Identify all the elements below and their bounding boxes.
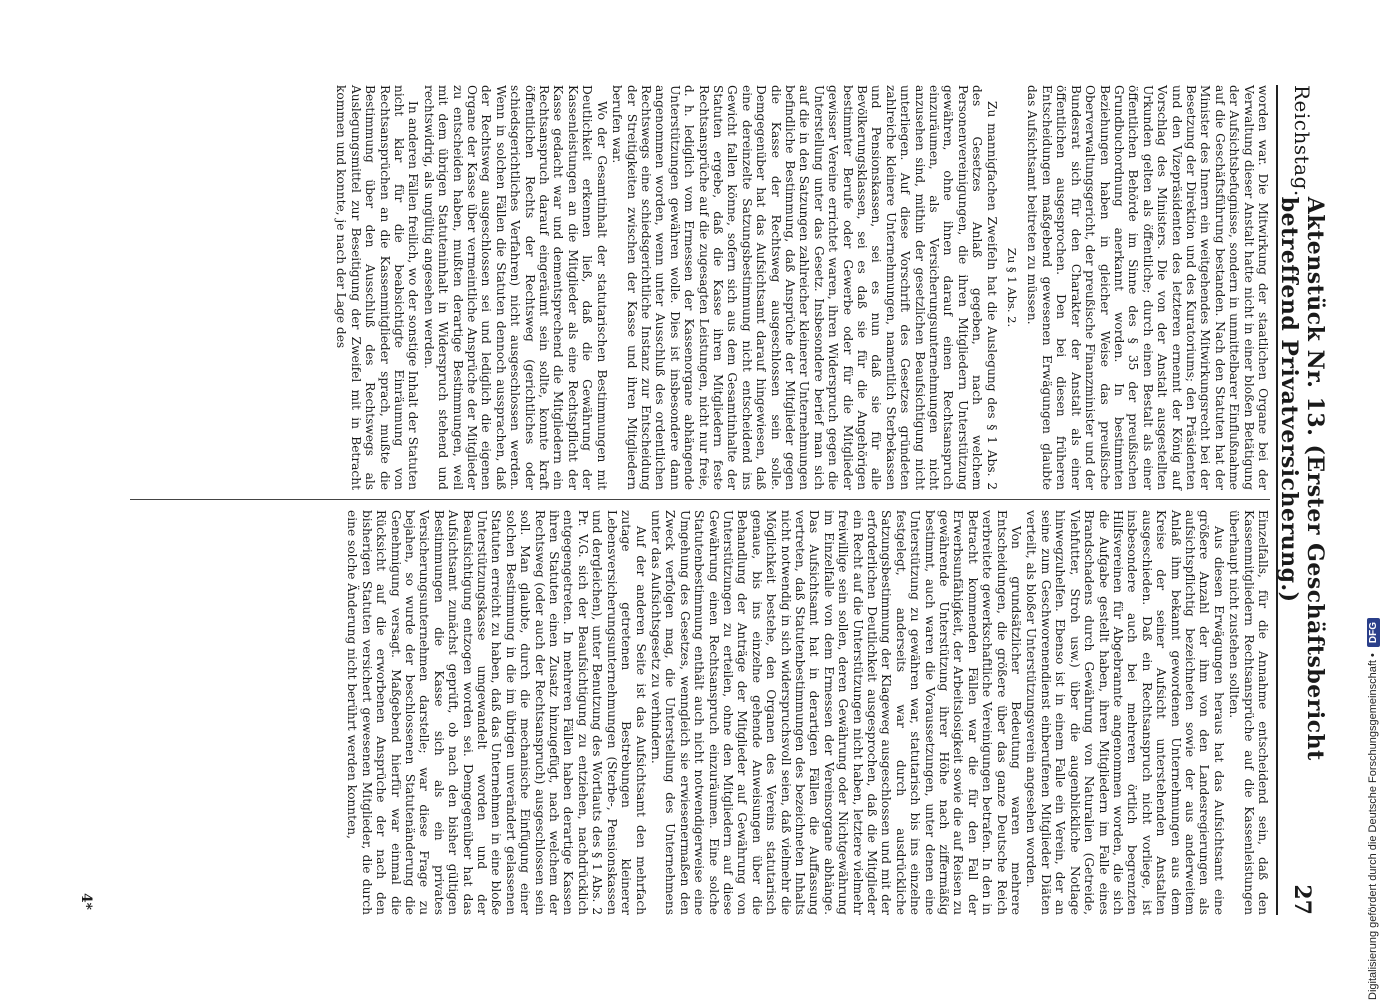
header-rule (1276, 85, 1278, 915)
digitization-credit (1363, 0, 1383, 1000)
document-page (60, 70, 1330, 930)
left-paragraph: worden war. Die Mitwirkung der staatlichen Organe bei der Verwaltung dieser Anstalt hatte nicht in einer bloßen Betätigung der Aufsichtsbefugnisse, sondern in unmittelbarer Einflußnahme auf die Geschäftsführung bestanden. Nach den Statuten hat der Minister des Innern ein weitgehendes Mitwirkungsrecht bei der Besetzung der Direktion und des Kuratoriums; den Präsidenten und den Vizepräsidenten des letzteren ernennt der König auf Vorschlag des Ministers. Die von der Anstalt ausgestellten Urkunden gelten als öffentliche; durch einen Bestalt als einer öffentlichen Behörde im Sinne des § 35 der preußischen Grundbuchordnung anerkannt worden. In bestimmten Beziehungen haben in gleicher Weise das preußische Oberverwaltungsgericht, der preußische Finanzminister und der Bundesrat sich für den Charakter der Anstalt als einer öffentlichen ausgesprochen. Den bei diesen früheren Entscheidungen maßgebend gewesenen Erwägungen glaubte das Aufsichtsamt beitreten zu müssen. (1025, 85, 1270, 490)
left-paragraph: Zu mannigfachen Zweifeln hat die Auslegung des § 1 Abs. 2 des Gesetzes Anlaß gegeben, nach welchem Personenvereinigungen, die ihren Mitgliedern Unterstützung gewähren, ohne ihnen darauf einen Rechtsanspruch einzuräumen, als Versicherungsunternehmungen nicht anzusehen sind, mithin der gesetzlichen Beaufsichtigung nicht unterliegen. Auf diese Vorschrift des Gesetzes gründeten zahlreiche kleinere Unternehmungen, namentlich Sterbekassen und Pensionskassen, sei es nun daß sie für alle Bevölkerungsklassen, sei es daß sie für die Angehörigen bestimmter Berufe oder Gewerbe oder für die Mitglieder gewisser Vereine errichtet waren, ihren Widerspruch gegen die Unterstellung unter das Gesetz. Insbesondere berief man sich auf die in den Satzungen zahlreicher kleinerer Unternehmungen befindliche Bestimmung, daß Ansprüche der Mitglieder gegen die Kasse der Rechtsweg ausgeschlossen sein solle. Demgegenüber hat das Aufsichtsamt darauf hingewiesen, daß eine dereinzelte Satzungsbestimmung nicht entscheidend ins Gewicht fallen könne, sofern sich aus dem Gesamtinhalte der Statuten ergebe, daß die Kasse ihren Mitgliedern feste Rechtsansprüche auf die zugesagten Leistungen, nicht nur freie, d. h. lediglich vom Ermessen der Kassenorgane abhängende Unterstützungen gewähren wolle. Dies ist insbesondere dann angenommen worden, wenn unter Ausschluß des ordentlichen Rechtswegs eine schiedsgerichtliche Instanz zur Entscheidung der Streitigkeiten zwischen der Kasse und ihren Mitgliedern berufen war. (610, 85, 999, 490)
signature-mark: 4* (78, 892, 94, 910)
section-heading: Zu § 1 Abs. 2. (1005, 247, 1020, 328)
dfg-logo: DFG (1367, 618, 1380, 647)
left-paragraph: In anderen Fällen freilich, wo der sonstige Inhalt der Statuten nicht klar für die beabsichtigte Einräumung von Rechtsansprüchen an die Kassenmitglieder sprach, mußte die Bestimmung über den Ausschluß des Rechtswegs als Auslegungsmittel zur Beseitigung der Zweifel mit in Betracht kommen und konnte, je nach der Lage des (334, 85, 421, 490)
right-paragraph: Aus diesen Erwägungen heraus hat das Aufsichtsamt eine größere Anzahl der ihm von den Landesregierungen als aufsichtspflichtig bezeichneten sowie der aus anderweitem Anlaß ihm bekannt gewordenen Unternehmungen aus dem Kreise der seiner Aufsicht unterstehenden Anstalten ausgeschieden. Daß ein Rechtsanspruch nicht vorliege, ist insbesondere auch bei mehreren örtlich begrenzten Hilfsvereinen für Abgebrannte angenommen worden, die sich die Aufgabe gestellt haben, ihren Mitgliedern im Falle eines Brandschadens durch Gewährung von Naturalien (Getreide, Viehfutter, Stroh usw.) über die augenblickliche Notlage hinwegzuhelfen. Ebenso ist in einem Falle ein Verein, der an seine zum Geschworenendienst einberufenen Mitglieder Diäten verteilt, als bloßer Unterstützungsverein angesehen worden. (1024, 510, 1226, 915)
left-column (333, 85, 1270, 490)
page-number: 27 (1289, 884, 1315, 915)
right-paragraph: Einzelfalls, für die Annahme entscheidend sein, daß den Kassenmitgliedern Rechtsansprüche auf die Kassenleistungen überhaupt nicht zustehen sollten. (1227, 510, 1270, 915)
right-column (344, 510, 1270, 915)
page-header (1276, 85, 1328, 915)
header-left: Reichstag. (1290, 85, 1314, 197)
header-title: Aktenstück Nr. 13. (Erster Geschäftsbericht betreffend Privatversicherung.) (1276, 196, 1328, 761)
column-divider (130, 499, 1270, 500)
left-paragraph: Wo der Gesamtinhalt der statutarischen Bestimmungen mit Deutlichkeit erkennen ließ, daß die Gewährung der Kassenleistungen an die Mitglieder als eine Rechtspflicht der Kasse gedacht war und dementsprechend die Mitgliedern ein Rechtsanspruch darauf eingeräumt sein sollte, konnte kraft öffentlichen Rechts der Rechtsweg (gerichtliches oder schiedsgerichtliches Verfahren) nicht ausgeschlossen werden. Wenn in solchen Fällen die Statuten dennoch aussprachen, daß der Rechtsweg ausgeschlossen sei und lediglich die eigenen Organe der Kasse über vermeintliche Ansprüche der Mitglieder zu entscheiden haben, mußten derartige Bestimmungen, weil mit dem übrigen Statuteninhalt in Widerspruch stehend und rechtswidrig, als ungültig angesehen werden. (421, 85, 609, 490)
credit-text: Digitalisierung gefördert durch die Deutsche Forschungsgemeinschaft • (1367, 653, 1379, 1000)
right-paragraph: Von grundsätzlicher Bedeutung waren mehrere Entscheidungen, die größere über das ganze Deutsche Reich verbreitete gewerkschaftliche Vereinigungen betrafen. In den in Betracht kommenden Fällen war die für den Fall der Erwerbsunfähigkeit, der Arbeitslosigkeit sowie die auf Reisen zu gewährende Unterstützung ihrer Höhe nach ziffermäßig bestimmt, auch waren die Voraussetzungen, unter denen eine Unterstützung zu gewähren war, statutarisch bis ins einzelne festgelegt, anderseits war durch ausdrückliche Satzungsbestimmung der Klageweg ausgeschlossen und mit der erforderlichen Deutlichkeit ausgesprochen, daß die Mitglieder ein Recht auf die Unterstützungen nicht haben, letztere vielmehr freiwillige sein sollen, deren Gewährung oder Nichtgewährung im Einzelfalle von dem Ermessen der Vereinsorgane abhänge. Das Aufsichtsamt hat in derartigen Fällen die Auffassung vertreten, daß Statutenbestimmungen des bezeichneten Inhalts nicht notwendig in sich widerspruchsvoll seien, daß vielmehr die Möglichkeit bestehe, den Organen des Vereins statutarisch genaue, bis ins einzelne gehende Anweisungen über die Behandlung der Anträge der Mitglieder auf Gewährung von Unterstützungen zu erteilen, ohne den Mitgliedern auf diese Gewährung einen Rechtsanspruch einzuräumen. Eine solche Statutenbestimmung enthält auch nicht notwendigerweise eine Umgehung des Gesetzes, wenngleich sie erwiesenermaßen den Zweck verfolgen mag, die Unterstellung des Unternehmens unter das Aufsichtsgesetz zu verhindern. (648, 510, 1024, 915)
right-paragraph: Auf der anderen Seite ist das Aufsichtsamt den mehrfach zutage getretenen Bestrebungen kleinerer Lebensversicherungsunternehmungen (Sterbe-, Pensionskassen und dergleichen), unter Benutzung des Wortlauts des § 1 Abs. 2 Pr. V.G. sich der Beaufsichtigung zu entziehen, nachdrücklich entgegengetreten. In mehreren Fällen haben derartige Kassen ihren Statuten einen Zusatz hinzugefügt, nach welchem der Rechtsweg (oder auch der Rechtsanspruch) ausgeschlossen sein soll. Man glaubte, durch die mechanische Einfügung einer solchen Bestimmung in die im übrigen unverändert gelassenen Statuten erreicht zu haben, daß das Unternehmen in eine bloße Unterstützungskasse umgewandelt worden und der Beaufsichtigung entzogen worden sei. Demgegenüber hat das Aufsichtsamt zunächst geprüft, ob nach den bisher gültigen Bestimmungen die Kasse sich als ein privates Versicherungsunternehmen darstelle; war diese Frage zu bejahen, so wurde der beschlossenen Statutenänderung die Genehmigung versagt. Maßgebend hierfür war einmal die Rücksicht auf die erworbenen Ansprüche der nach den bisherigen Statuten versichert gewesenen Mitglieder, die durch eine solche Änderung nicht berührt werden konnten, (345, 510, 648, 915)
